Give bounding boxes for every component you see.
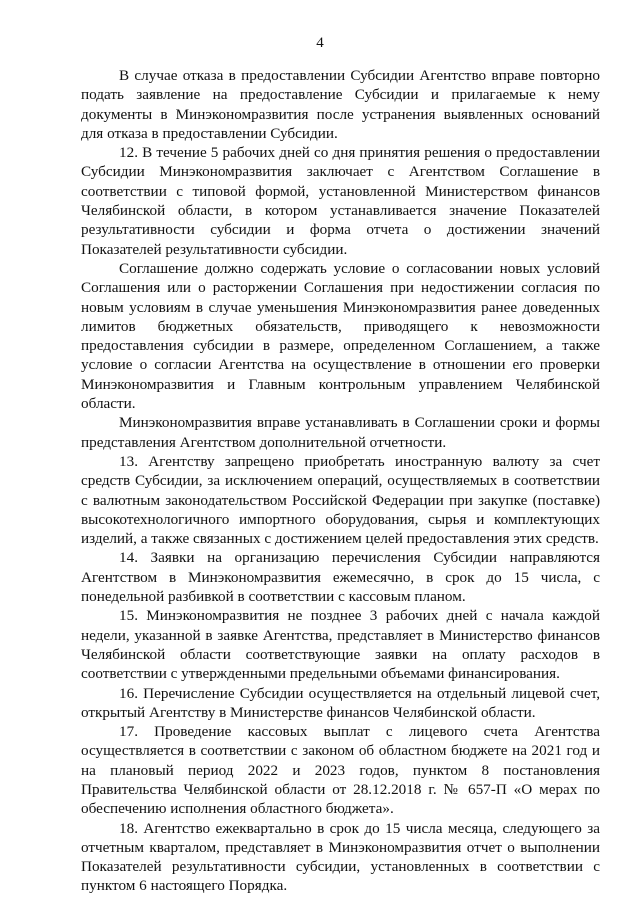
paragraph-12-agreement: 12. В течение 5 рабочих дней со дня принятия решения о предоставлении Субсидии Минэкономразвития заключает с Агентством Соглашение в соответствии с типовой формой, установленной Министерством финансов Челябинской области, в котором устанавливается значение Показателей результативности субсидии и форма отчета о достижении значений Показателей результативности субсидии. (81, 144, 600, 258)
paragraph-agreement-conditions: Соглашение должно содержать условие о согласовании новых условий Соглашения или о расторжении Соглашения при недостижении согласия по новым условиям в случае уменьшения Минэкономразвития ранее доведенных лимитов бюджетных обязательств, приводящего к невозможности предоставления субсидии в размере, определенном Соглашением, а также условие о согласии Агентства на осуществление в отношении его проверки Минэкономразвития и Главным контрольным управлением Челябинской области. (81, 259, 600, 413)
paragraph-16-transfer-account: 16. Перечисление Субсидии осуществляется на отдельный лицевой счет, открытый Агентству в Министерстве финансов Челябинской области. (81, 684, 600, 721)
document-body (81, 66, 600, 896)
paragraph-18-quarterly-report: 18. Агентство ежеквартально в срок до 15 числа месяца, следующего за отчетным кварталом, представляет в Минэкономразвития отчет о выполнении Показателей результативности субсидии, установленных в соответствии с пунктом 6 настоящего Порядка. (81, 819, 600, 895)
paragraph-refusal-resubmission: В случае отказа в предоставлении Субсидии Агентство вправе повторно подать заявление на предоставление Субсидии и прилагаемые к нему документы в Минэкономразвития после устранения выявленных оснований для отказа в предоставлении Субсидии. (81, 67, 600, 142)
paragraph-15-payment-requests: 15. Минэкономразвития не позднее 3 рабочих дней с начала каждой недели, указанной в заявке Агентства, представляет в Министерство финансов Челябинской области соответствующие заявки на оплату расходов в соответствии с утвержденными предельными объемами финансирования. (81, 607, 600, 683)
page-number: 4 (316, 35, 324, 51)
paragraph-13-currency-ban: 13. Агентству запрещено приобретать иностранную валюту за счет средств Субсидии, за исключением операций, осуществляемых в соответствии с валютным законодательством Российской Федерации при закупке (поставке) высокотехнологичного импортного оборудования, сырья и комплектующих изделий, а также связанных с достижением целей предоставления этих средств. (81, 452, 600, 548)
paragraph-additional-reporting: Минэкономразвития вправе устанавливать в Соглашении сроки и формы представления Агентством дополнительной отчетности. (81, 414, 600, 451)
paragraph-14-transfer-requests: 14. Заявки на организацию перечисления Субсидии направляются Агентством в Минэкономразвития ежемесячно, в срок до 15 числа, с понедельной разбивкой в соответствии с кассовым планом. (81, 549, 600, 606)
paragraph-17-cash-payments: 17. Проведение кассовых выплат с лицевого счета Агентства осуществляется в соответствии с законом об областном бюджете на 2021 год и на плановый период 2022 и 2023 годов, пунктом 8 постановления Правительства Челябинской области от 28.12.2018 г. № 657-П «О мерах по обеспечению исполнения областного бюджета». (81, 723, 600, 818)
